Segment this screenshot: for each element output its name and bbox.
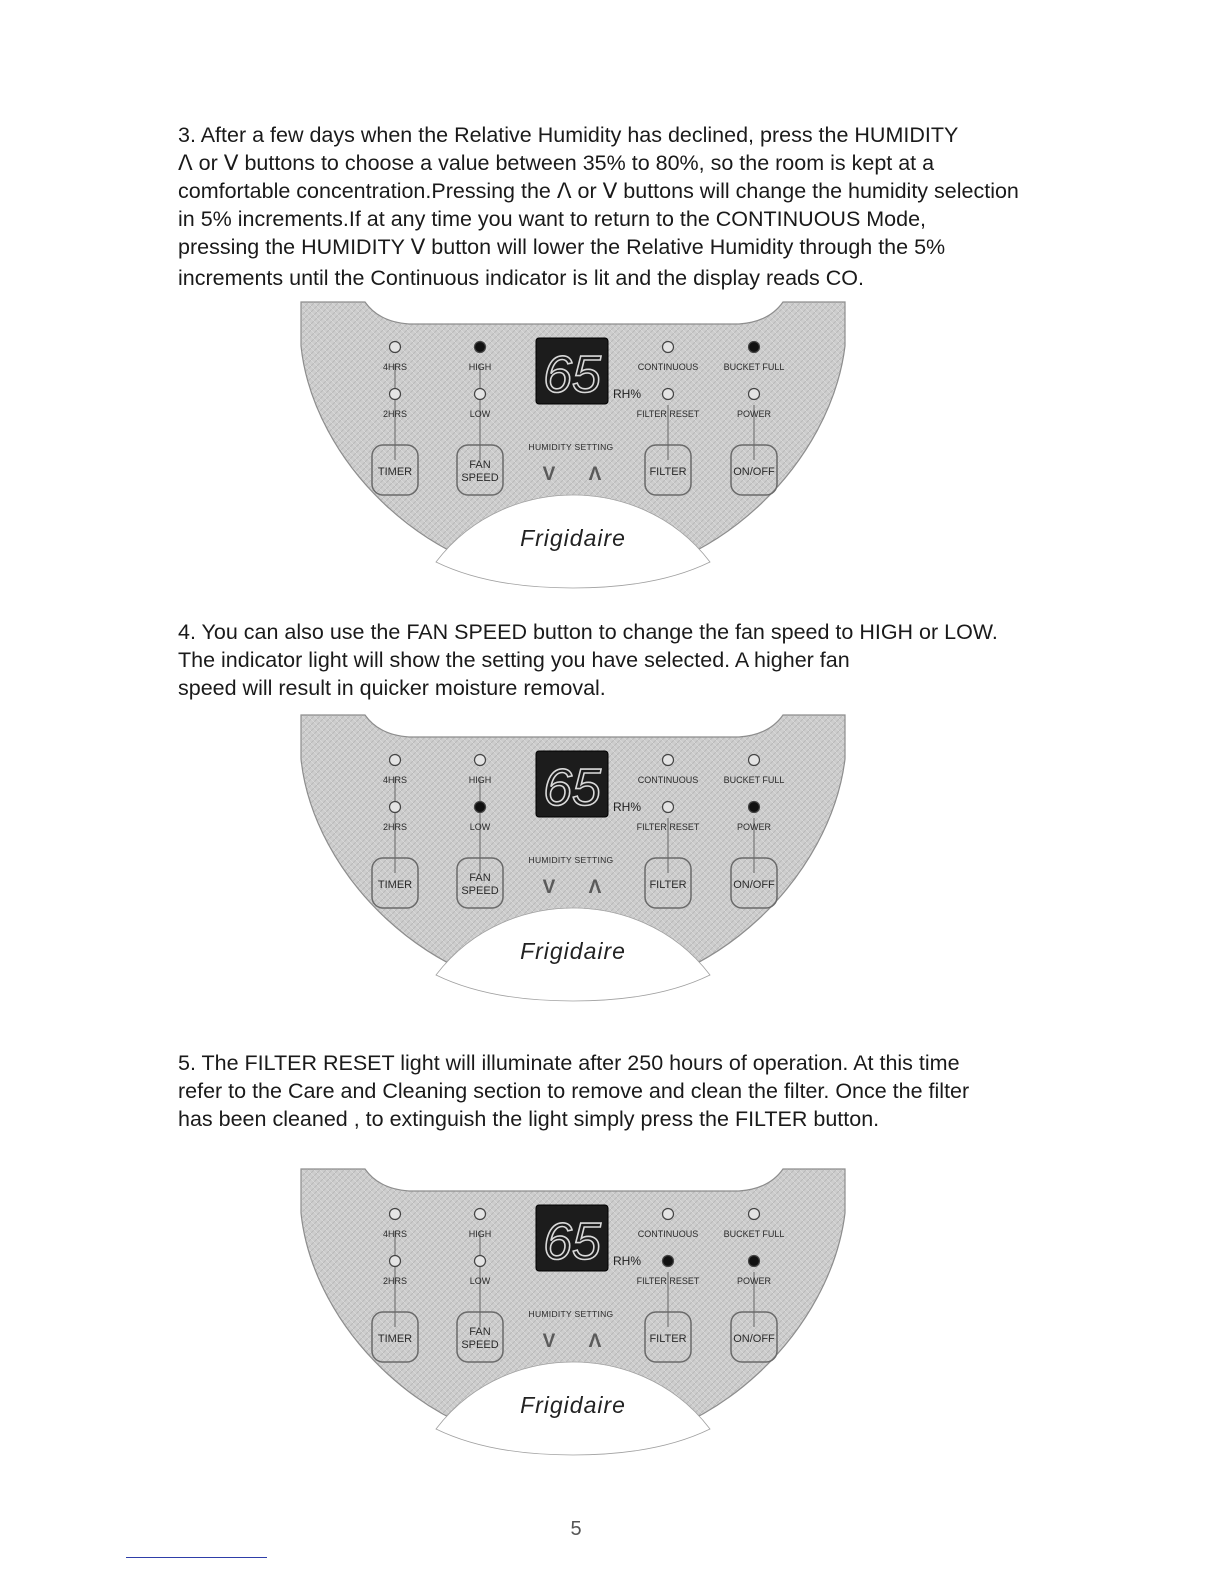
label-continuous: CONTINUOUS [637,1229,699,1239]
label-low: LOW [469,822,491,832]
humidity-down-button[interactable]: V [542,1331,556,1352]
hrs4-indicator-light [390,1209,401,1220]
humidity-down-button[interactable]: V [542,877,556,898]
step-3-paragraph [178,121,1128,292]
label-filter-reset: FILTER RESET [636,1276,700,1286]
label-4hrs: 4HRS [382,362,408,372]
humidity-down-button[interactable]: V [542,464,556,485]
step-5-paragraph [178,1049,1128,1133]
label-filter-reset: FILTER RESET [636,822,700,832]
continuous-indicator-light [663,755,674,766]
humidity-up-button[interactable]: Λ [588,1331,602,1352]
label-2hrs: 2HRS [382,409,408,419]
label-2hrs: 2HRS [382,822,408,832]
label-low: LOW [469,1276,491,1286]
label-power: POWER [736,1276,772,1286]
label-2hrs: 2HRS [382,1276,408,1286]
bucket-full-indicator-light [749,1209,760,1220]
step-3-line-2: ⴷ or ⴸ buttons to choose a value between 35% to 80%, so the room is kept at a [178,151,935,175]
filter-reset-indicator-light-lit [663,1256,674,1267]
humidity-up-button[interactable]: Λ [588,464,602,485]
step-4-line-2: The indicator light will show the setting you have selected. A higher fan [178,648,850,672]
timer-button-label: TIMER [377,466,413,478]
filter-button-label: FILTER [649,879,687,891]
step-3-line-4: in 5% increments.If at any time you want to return to the CONTINUOUS Mode, [178,207,927,231]
high-indicator-light-lit [475,342,486,353]
continuous-indicator-light [663,342,674,353]
filter-button-label: FILTER [649,466,687,478]
label-high: HIGH [468,1229,492,1239]
humidity-display-value: 65 [543,346,601,404]
timer-button-label: TIMER [377,879,413,891]
control-panel-figure-1 [299,300,847,590]
power-indicator-light [749,389,760,400]
fan-speed-button-label-line-1: FAN [469,872,491,884]
low-indicator-light [475,389,486,400]
label-humidity-setting: HUMIDITY SETTING [528,442,614,452]
step-3-line-5: pressing the HUMIDITY ⴸ button will lower the Relative Humidity through the 5% [178,235,946,259]
step-5-line-2: refer to the Care and Cleaning section to remove and clean the filter. Once the filter [178,1079,970,1103]
label-high: HIGH [468,775,492,785]
humidity-display-value: 65 [543,759,601,817]
high-indicator-light [475,1209,486,1220]
low-indicator-light-lit [475,802,486,813]
label-humidity-setting: HUMIDITY SETTING [528,855,614,865]
step-4-paragraph [178,618,1128,702]
footer-rule [126,1557,267,1558]
filter-reset-indicator-light [663,389,674,400]
label-continuous: CONTINUOUS [637,362,699,372]
control-panel-figure-2 [299,713,847,1003]
label-filter-reset: FILTER RESET [636,409,700,419]
low-indicator-light [475,1256,486,1267]
label-rh-percent: RH% [612,1254,642,1268]
step-5-line-1: 5. The FILTER RESET light will illuminate after 250 hours of operation. At this time [178,1051,960,1075]
label-bucket-full: BUCKET FULL [723,1229,785,1239]
brand-logo: Frigidaire [520,1392,626,1418]
hrs4-indicator-light [390,342,401,353]
page-number: 5 [570,1518,582,1540]
label-high: HIGH [468,362,492,372]
label-rh-percent: RH% [612,387,642,401]
hrs2-indicator-light [390,389,401,400]
on-off-button-label: ON/OFF [733,879,775,891]
label-humidity-setting: HUMIDITY SETTING [528,1309,614,1319]
step-3-line-3: comfortable concentration.Pressing the ⴷ or ⴸ buttons will change the humidity selection [178,179,1019,203]
filter-reset-indicator-light [663,802,674,813]
brand-logo: Frigidaire [520,938,626,964]
hrs2-indicator-light [390,1256,401,1267]
label-bucket-full: BUCKET FULL [723,775,785,785]
power-indicator-light-lit [749,802,760,813]
fan-speed-button-label-line-2: SPEED [461,885,499,897]
step-4-line-3: speed will result in quicker moisture removal. [178,676,606,700]
fan-speed-button-label-line-1: FAN [469,459,491,471]
label-rh-percent: RH% [612,800,642,814]
label-4hrs: 4HRS [382,1229,408,1239]
label-low: LOW [469,409,491,419]
step-4-line-1: 4. You can also use the FAN SPEED button to change the fan speed to HIGH or LOW. [178,620,998,644]
label-power: POWER [736,409,772,419]
label-bucket-full: BUCKET FULL [723,362,785,372]
label-power: POWER [736,822,772,832]
bucket-full-indicator-light-lit [749,342,760,353]
step-3-line-6: increments until the Continuous indicator is lit and the display reads CO. [178,266,864,290]
step-5-line-3: has been cleaned , to extinguish the light simply press the FILTER button. [178,1107,880,1131]
fan-speed-button-label-line-1: FAN [469,1326,491,1338]
timer-button-label: TIMER [377,1333,413,1345]
hrs2-indicator-light [390,802,401,813]
filter-button-label: FILTER [649,1333,687,1345]
bucket-full-indicator-light [749,755,760,766]
fan-speed-button-label-line-2: SPEED [461,472,499,484]
on-off-button-label: ON/OFF [733,1333,775,1345]
hrs4-indicator-light [390,755,401,766]
high-indicator-light [475,755,486,766]
continuous-indicator-light [663,1209,674,1220]
power-indicator-light-lit [749,1256,760,1267]
on-off-button-label: ON/OFF [733,466,775,478]
brand-logo: Frigidaire [520,525,626,551]
step-3-line-1: 3. After a few days when the Relative Humidity has declined, press the HUMIDITY [178,123,959,147]
label-continuous: CONTINUOUS [637,775,699,785]
fan-speed-button-label-line-2: SPEED [461,1339,499,1351]
humidity-up-button[interactable]: Λ [588,877,602,898]
label-4hrs: 4HRS [382,775,408,785]
humidity-display-value: 65 [543,1213,601,1271]
control-panel-figure-3 [299,1167,847,1457]
